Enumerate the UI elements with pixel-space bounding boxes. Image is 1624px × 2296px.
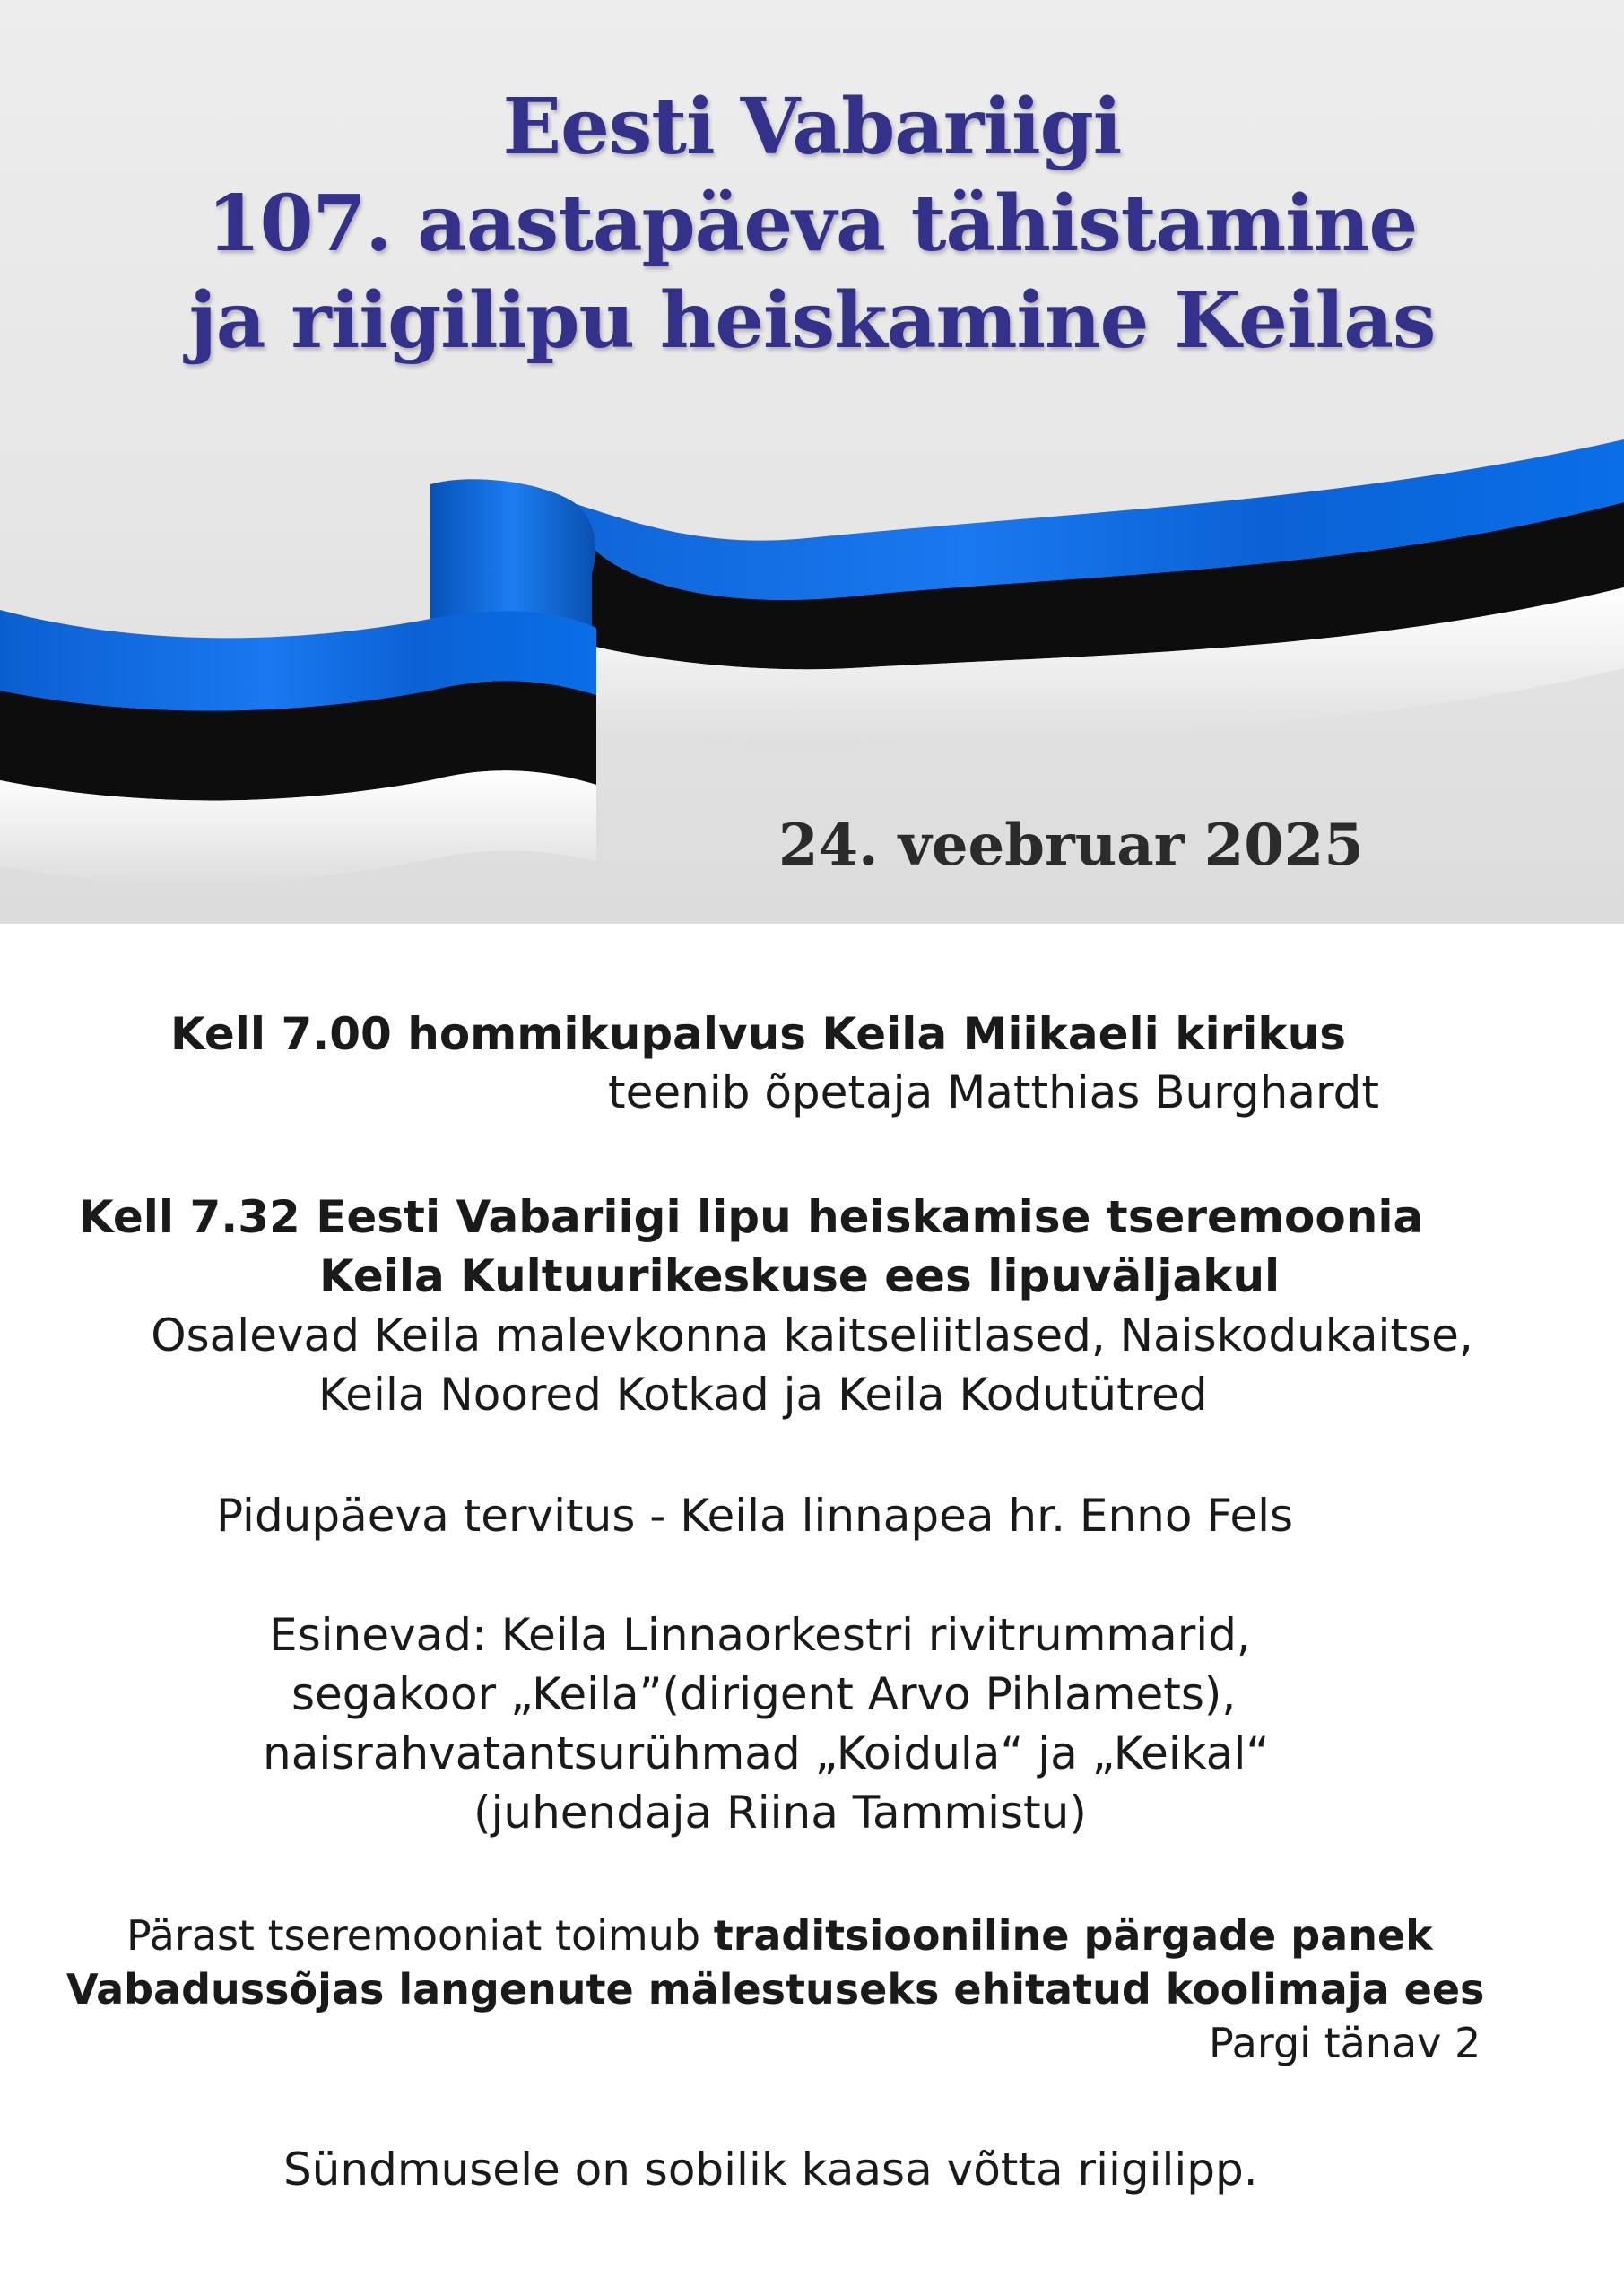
greeting: Pidupäeva tervitus - Keila linnapea hr. Enno Fels	[216, 1490, 1294, 1542]
wreath-intro: Pärast tseremooniat toimub	[126, 1911, 714, 1960]
ceremony-heading-2: Keila Kultuurikeskuse ees lipuväljakul	[319, 1250, 1281, 1302]
performers-line-2: segakoor „Keila”(dirigent Arvo Pihlamets),	[291, 1668, 1237, 1720]
performers-line-3: naisrahvatantsurühmad „Koidula“ ja „Keikal“	[263, 1727, 1270, 1779]
service-heading: Kell 7.00 hommikupalvus Keila Miikaeli kirikus	[170, 1008, 1347, 1060]
title-line-1: Eesti Vabariigi	[502, 82, 1122, 172]
header-banner	[0, 0, 1624, 924]
event-date: 24. veebruar 2025	[778, 812, 1364, 879]
page-title	[0, 79, 1624, 370]
title-line-2: 107. aastapäeva tähistamine	[206, 178, 1418, 269]
ceremony-participants-1: Osalevad Keila malevkonna kaitseliitlased, Naiskodukaitse,	[151, 1309, 1473, 1361]
ceremony-participants-2: Keila Noored Kotkad ja Keila Kodutütred	[318, 1369, 1208, 1421]
wreath-intro-bold: traditsiooniline pärgade panek	[713, 1911, 1433, 1960]
performers-line-4: (juhendaja Riina Tammistu)	[473, 1787, 1087, 1839]
wreath-address: Pargi tänav 2	[1209, 2019, 1481, 2067]
performers-line-1: Esinevad: Keila Linnaorkestri rivitrummarid,	[269, 1609, 1251, 1661]
service-detail: teenib õpetaja Matthias Burghardt	[608, 1066, 1380, 1118]
wreath-line-1	[126, 1909, 1433, 1962]
ceremony-heading-1: Kell 7.32 Eesti Vabariigi lipu heiskamise tseremoonia	[79, 1191, 1424, 1243]
title-line-3: ja riigilipu heiskamine Keilas	[188, 275, 1436, 366]
closing-note: Sündmusele on sobilik kaasa võtta riigilipp.	[283, 2144, 1258, 2196]
wreath-line-2: Vabadussõjas langenute mälestuseks ehitatud koolimaja ees	[66, 1965, 1485, 2013]
